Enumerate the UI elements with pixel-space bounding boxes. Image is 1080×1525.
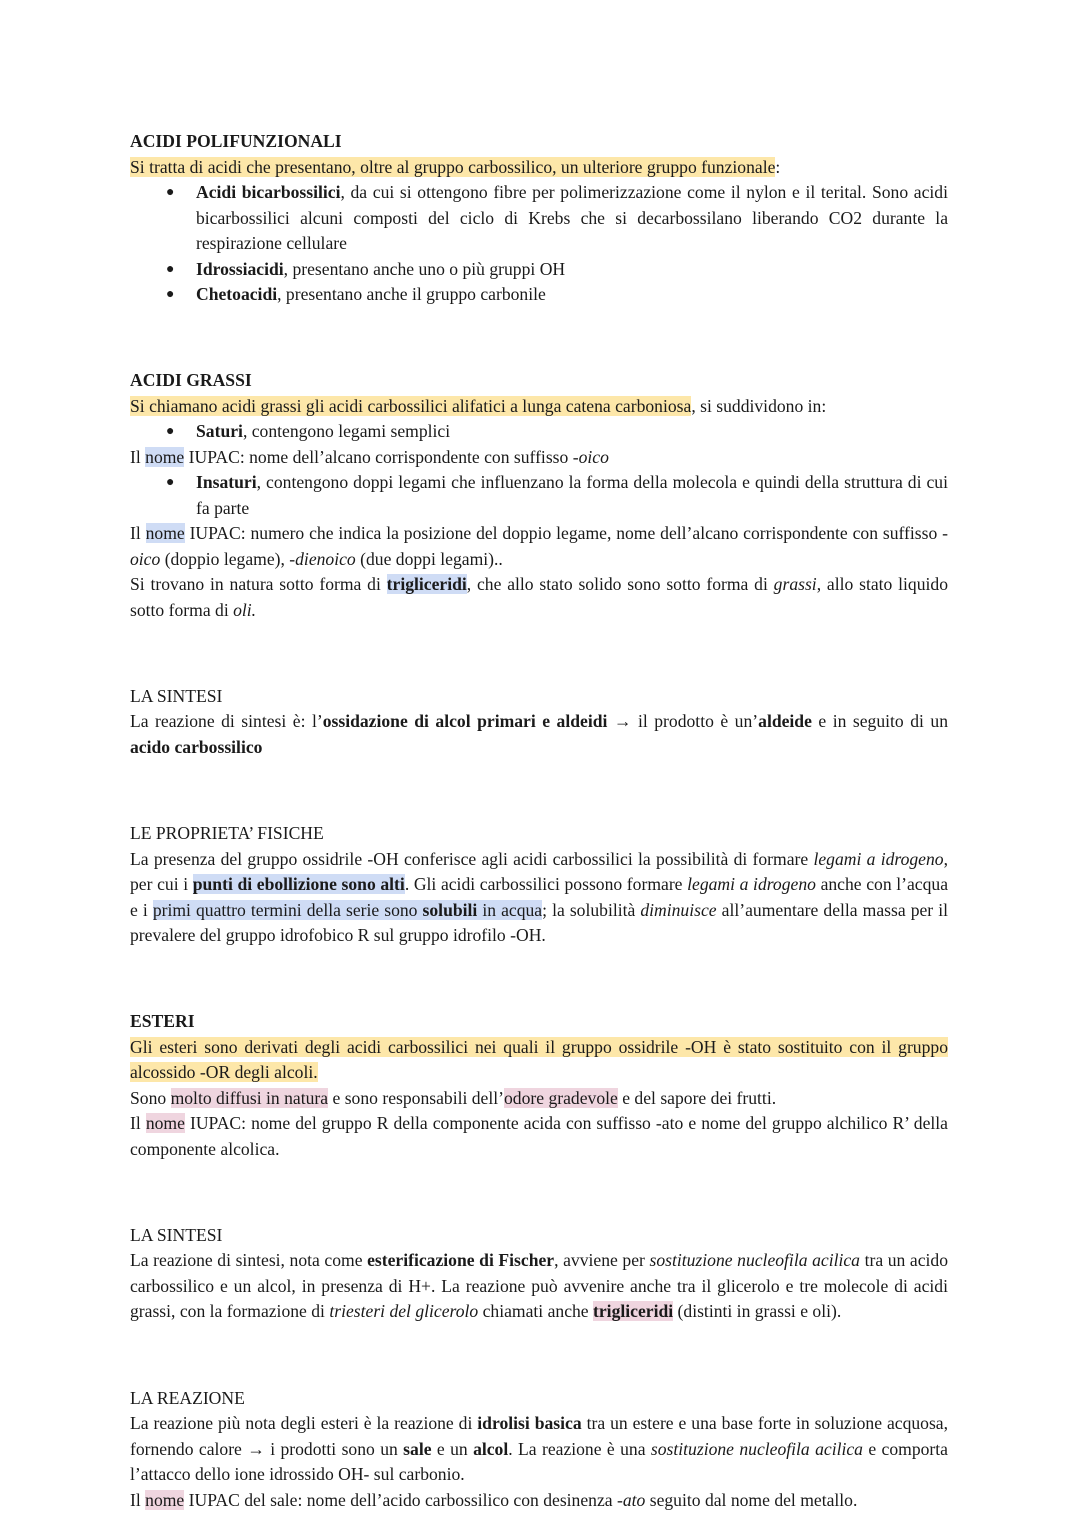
- text-run: LA SINTESI: [130, 1224, 223, 1245]
- text-run: , contengono doppi legami che influenzano la forma della molecola e quindi della struttura di cui fa parte: [196, 472, 948, 518]
- highlighted-text: in acqua: [477, 899, 543, 920]
- text-run: -ato: [616, 1489, 646, 1510]
- text-run: chiamati anche: [478, 1301, 594, 1322]
- highlighted-text: nome: [145, 1113, 185, 1134]
- highlighted-text: trigliceridi: [386, 574, 467, 595]
- text-run: sostituzione nucleofila acilica: [649, 1250, 860, 1271]
- text-run: Il: [130, 523, 146, 544]
- section-heading: [130, 129, 948, 155]
- highlighted-text: Gli esteri sono derivati degli acidi carbossilici nei quali il gruppo ossidrile -OH è stato sostituito con il gruppo alcossido -OR degli alcoli.: [130, 1036, 948, 1083]
- paragraph: [130, 1488, 948, 1514]
- text-run: Il: [130, 446, 146, 467]
- paragraph: [130, 1035, 948, 1086]
- text-run: Saturi: [196, 421, 243, 442]
- blank-line: [130, 641, 948, 667]
- paragraph: [130, 1411, 948, 1488]
- bullet-item: [130, 419, 948, 445]
- highlighted-text: primi quattro termini della serie sono: [152, 899, 423, 920]
- text-run: Il: [130, 1113, 146, 1134]
- text-run: Insaturi: [196, 472, 257, 493]
- text-run: legami a idrogeno: [687, 874, 816, 895]
- text-run: (doppio legame),: [160, 548, 290, 569]
- paragraph: [130, 709, 948, 760]
- text-run: Il: [130, 1489, 146, 1510]
- text-run: . Gli acidi carbossilici possono formare: [404, 874, 688, 895]
- text-run: idrolisi basica: [477, 1413, 582, 1434]
- bullet-item: [130, 257, 948, 283]
- text-run: → il prodotto è un’: [607, 711, 759, 732]
- text-run: (due doppi legami)..: [355, 548, 503, 569]
- paragraph: [130, 572, 948, 623]
- text-run: Idrossiacidi: [196, 258, 284, 279]
- section-heading: [130, 1386, 948, 1412]
- text-run: , per cui i: [130, 848, 948, 895]
- text-run: IUPAC: nome dell’alcano corrispondente con suffisso: [184, 446, 573, 467]
- highlighted-text: trigliceridi: [593, 1301, 674, 1322]
- text-run: ACIDI POLIFUNZIONALI: [130, 131, 342, 151]
- text-run: LA REAZIONE: [130, 1387, 245, 1408]
- text-run: Si trovano in natura sotto forma di: [130, 574, 387, 595]
- text-run: , che allo stato solido sono sotto forma di: [466, 574, 774, 595]
- paragraph: [130, 1111, 948, 1162]
- text-run: -oico: [572, 446, 609, 467]
- text-run: aldeide: [758, 711, 812, 732]
- highlighted-text: punti di ebollizione sono alti: [192, 874, 405, 895]
- text-run: LE PROPRIETA’ FISICHE: [130, 823, 324, 844]
- highlighted-text: solubili: [422, 899, 478, 920]
- section-heading: [130, 368, 948, 394]
- text-run: legami a idrogeno: [813, 848, 944, 869]
- text-run: sale: [403, 1438, 432, 1459]
- text-run: :: [775, 156, 781, 177]
- text-run: oli.: [233, 599, 257, 620]
- text-run: La presenza del gruppo ossidrile -OH conferisce agli acidi carbossilici la possibilità di formare: [130, 848, 814, 869]
- text-run: La reazione di sintesi è: l’: [130, 711, 323, 732]
- text-run: , allo stato liquido sotto forma di: [130, 574, 948, 620]
- blank-line: [130, 966, 948, 992]
- text-run: ESTERI: [130, 1011, 195, 1032]
- bullet-item: [130, 180, 948, 257]
- bullet-item: [130, 282, 948, 308]
- paragraph: [130, 394, 948, 420]
- text-run: , contengono legami semplici: [242, 421, 451, 442]
- paragraph: [130, 445, 948, 471]
- text-run: tra un acido carbossilico e un alcol, in presenza di H+. La reazione può avvenire anche tra il glicerolo e tre molecole di acidi grassi, con la formazione di: [130, 1250, 949, 1322]
- text-run: all’aumentare della massa per il prevalere del gruppo idrofobico R sul gruppo idrofilo -OH.: [130, 899, 948, 946]
- bullet-item: [130, 470, 948, 521]
- text-run: Acidi bicarbossilici: [196, 182, 341, 202]
- highlighted-text: odore gradevole: [504, 1087, 618, 1108]
- text-run: alcol: [473, 1438, 509, 1459]
- text-run: e in seguito di un: [811, 711, 948, 732]
- highlighted-text: Si tratta di acidi che presentano, oltre al gruppo carbossilico, un ulteriore gruppo funzionale: [130, 156, 776, 177]
- document-page: [130, 129, 948, 1513]
- text-run: La reazione più nota degli esteri è la reazione di: [130, 1413, 478, 1434]
- text-run: e un: [431, 1438, 474, 1459]
- paragraph: [130, 521, 948, 572]
- text-run: e sono responsabili dell’: [328, 1087, 504, 1108]
- paragraph: [130, 847, 948, 949]
- text-run: Sono: [130, 1087, 171, 1108]
- paragraph: [130, 1086, 948, 1112]
- bullet-icon: ●: [166, 261, 175, 277]
- section-heading: [130, 821, 948, 847]
- highlighted-text: nome: [145, 523, 185, 544]
- paragraph: [130, 155, 948, 181]
- bullet-icon: ●: [166, 475, 175, 491]
- text-run: esterificazione di Fischer: [367, 1250, 555, 1271]
- section-heading: [130, 684, 948, 710]
- blank-line: [130, 778, 948, 804]
- text-run: ossidazione di alcol primari e aldeidi: [322, 711, 608, 732]
- blank-line: [130, 1343, 948, 1369]
- paragraph: [130, 1248, 948, 1325]
- text-run: IUPAC del sale: nome dell’acido carbossilico con desinenza: [184, 1489, 617, 1510]
- bullet-icon: ●: [166, 424, 175, 440]
- text-run: La reazione di sintesi, nota come: [130, 1250, 368, 1271]
- text-run: (distinti in grassi e oli).: [673, 1301, 842, 1322]
- text-run: -dienoico: [289, 548, 356, 569]
- blank-line: [130, 325, 948, 351]
- text-run: ACIDI GRASSI: [130, 370, 252, 391]
- text-run: . La reazione è una: [508, 1438, 651, 1459]
- text-run: anche con l’acqua e i: [130, 874, 949, 920]
- text-run: LA SINTESI: [130, 685, 223, 706]
- text-run: e del sapore dei frutti.: [617, 1087, 777, 1108]
- text-run: seguito dal nome del metallo.: [645, 1489, 858, 1510]
- text-run: diminuisce: [640, 899, 717, 920]
- text-run: IUPAC: nome del gruppo R della componente acida con suffisso -ato e nome del gruppo alchilico R’ della componente alcolica.: [130, 1113, 948, 1159]
- highlighted-text: molto diffusi in natura: [170, 1087, 329, 1108]
- text-run: grassi: [773, 574, 817, 595]
- section-heading: [130, 1009, 948, 1035]
- text-run: tra un estere e una base forte in soluzione acquosa, fornendo calore → i prodotti sono un: [130, 1413, 949, 1459]
- text-run: , presentano anche uno o più gruppi OH: [283, 258, 566, 279]
- text-run: ; la solubilità: [542, 899, 641, 920]
- text-run: IUPAC: numero che indica la posizione del doppio legame, nome dell’alcano corrispondente con suffisso: [184, 523, 943, 544]
- text-run: Chetoacidi: [196, 284, 278, 304]
- text-run: , avviene per: [554, 1250, 650, 1271]
- text-run: triesteri del glicerolo: [329, 1301, 479, 1322]
- text-run: acido carbossilico: [130, 736, 263, 757]
- text-run: sostituzione nucleofila acilica: [650, 1438, 863, 1459]
- bullet-icon: ●: [166, 287, 175, 302]
- highlighted-text: nome: [145, 1489, 185, 1510]
- highlighted-text: Si chiamano acidi grassi gli acidi carbossilici alifatici a lunga catena carboniosa: [130, 395, 692, 416]
- text-run: , si suddividono in:: [691, 395, 827, 416]
- text-run: -oico: [130, 523, 948, 569]
- blank-line: [130, 1180, 948, 1206]
- highlighted-text: nome: [145, 446, 185, 467]
- text-run: , presentano anche il gruppo carbonile: [277, 284, 546, 304]
- text-run: , da cui si ottengono fibre per polimerizzazione come il nylon e il terital. Sono acidi bicarbossilici alcuni composti del ciclo di Krebs che si decarbossilano liberando CO2 durante la respirazione cellulare: [196, 182, 948, 253]
- text-run: e comporta l’attacco dello ione idrossido OH- sul carbonio.: [130, 1438, 948, 1485]
- section-heading: [130, 1223, 948, 1249]
- bullet-icon: ●: [166, 185, 175, 200]
